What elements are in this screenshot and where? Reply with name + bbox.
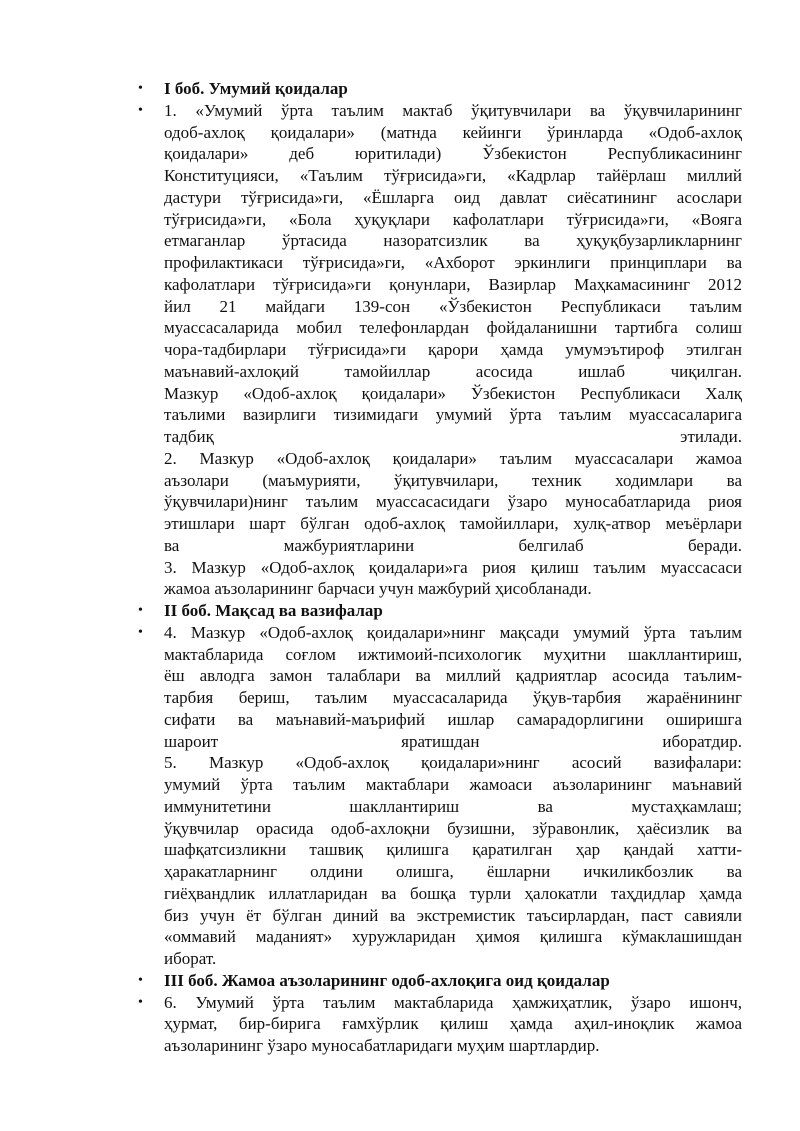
paragraph-line: ўқувчилари)нинг таълим муассасасидаги ўзаро муносабатларида риоя <box>164 492 742 512</box>
paragraph-line: иборат. <box>164 949 217 968</box>
section-heading: I боб. Умумий қоидалар <box>164 79 348 98</box>
paragraph-line: ва мажбуриятларини белгилаб беради. <box>164 535 742 555</box>
paragraph-item <box>138 622 742 970</box>
paragraph-line: жамоа аъзоларининг барчаси учун мажбурий ҳисобланади. <box>164 579 592 599</box>
paragraph-line: ҳаракатларнинг олдини олишга, ёшларни ичкиликбозлик ва <box>164 862 742 881</box>
paragraph-line: умумий ўрта таълим мактаблари жамоаси аъзоларининг маънавий <box>164 775 742 794</box>
bullet-icon: • <box>138 81 143 96</box>
paragraph-line: ҳурмат, бир-бирига ғамхўрлик қилиш ҳамда аҳил-иноқлик жамоа <box>164 1014 742 1034</box>
paragraph-line: 3. Мазкур «Одоб-ахлоқ қоидалари»га риоя қилиш таълим муассасаси <box>164 557 742 577</box>
paragraph-line: аъзоларининг ўзаро муносабатларидаги муҳим шартлардир. <box>164 1036 600 1055</box>
paragraph-item <box>138 992 742 1057</box>
bullet-icon: • <box>138 994 143 1010</box>
paragraph-item <box>138 100 742 600</box>
paragraph-line: иммунитетини шакллантириш ва мустаҳкамлаш; <box>164 796 742 816</box>
paragraph-line: шафқатсизликни ташвиқ қилишга қаратилган ҳар қандай хатти- <box>164 840 742 860</box>
paragraph-line: биз учун ёт бўлган диний ва экстремистик таъсирлардан, паст савияли <box>164 905 742 925</box>
paragraph-line: сифати ва маънавий-маърифий ишлар самарадорлигини оширишга <box>164 709 742 729</box>
paragraph-line: гиёҳвандлик иллатларидан ва бошқа турли ҳалокатли таҳдидлар ҳамда <box>164 883 742 903</box>
bullet-icon: • <box>138 603 143 618</box>
paragraph-line: маънавий-ахлоқий тамойиллар асосида ишлаб чиқилган. <box>164 361 742 381</box>
paragraph-line: ўқувчилар орасида одоб-ахлоқни бузишни, зўравонлик, ҳаёсизлик ва <box>164 818 742 838</box>
paragraph-line: 1. «Умумий ўрта таълим мактаб ўқитувчилари ва ўқувчиларининг <box>164 100 742 120</box>
paragraph-line: 2. Мазкур «Одоб-ахлоқ қоидалари» таълим муассасалари жамоа <box>164 448 742 468</box>
paragraph-line: «оммавий маданият» хуружларидан ҳимоя қилишга кўмаклашишдан <box>164 927 742 947</box>
paragraph-line: ёш авлодга замон талаблари ва миллий қадриятлар асосида таълим- <box>164 666 742 686</box>
paragraph-line: кафолатлари тўғрисида»ги қонунлари, Вазирлар Маҳкамасининг 2012 <box>164 274 742 294</box>
bullet-icon: • <box>138 102 143 118</box>
paragraph-line: муассасаларида мобил телефонлардан фойдаланишни тартибга солиш <box>164 318 742 338</box>
section-heading-item <box>138 970 742 992</box>
paragraph-line: шароит яратишдан иборатдир. <box>164 731 742 751</box>
bullet-icon: • <box>138 972 143 988</box>
paragraph-line: 6. Умумий ўрта таълим мактабларида ҳамжиҳатлик, ўзаро ишонч, <box>164 992 742 1012</box>
section-heading: II боб. Мақсад ва вазифалар <box>164 601 383 620</box>
paragraph-line: чора-тадбирлари тўғрисида»ги қарори ҳамда умумэътироф этилган <box>164 340 742 359</box>
section-heading-item <box>138 78 742 100</box>
section-heading-item <box>138 600 742 622</box>
section-heading: III боб. Жамоа аъзоларининг одоб-ахлоқига оид қоидалар <box>164 970 610 990</box>
paragraph-line: қоидалари» деб юритилади) Ўзбекистон Республикасининг <box>164 144 742 164</box>
paragraph-line: тадбиқ этилади. <box>164 427 742 446</box>
paragraph-line: 5. Мазкур «Одоб-ахлоқ қоидалари»нинг асосий вазифалари: <box>164 753 742 773</box>
paragraph-line: йил 21 майдаги 139-сон «Ўзбекистон Республикаси таълим <box>164 296 742 316</box>
paragraph-line: тўғрисида»ги, «Бола ҳуқуқлари кафолатлари тўғрисида»ги, «Вояга <box>164 209 742 229</box>
paragraph-line: таълими вазирлиги тизимидаги умумий ўрта таълим муассасаларига <box>164 405 742 425</box>
paragraph-line: Мазкур «Одоб-ахлоқ қоидалари» Ўзбекистон Республикаси Халқ <box>164 383 742 403</box>
paragraph-line: мактабларида соғлом ижтимоий-психологик муҳитни шакллантириш, <box>164 644 742 664</box>
paragraph-line: этишлари шарт бўлган одоб-ахлоқ тамойиллари, хулқ-атвор меъёрлари <box>164 514 742 533</box>
paragraph-line: профилактикаси тўғрисида»ги, «Ахборот эркинлиги принциплари ва <box>164 253 742 272</box>
document-list <box>138 78 742 1057</box>
paragraph-line: етмаганлар ўртасида назоратсизлик ва ҳуқуқбузарликларнинг <box>164 231 742 251</box>
paragraph-line: 4. Мазкур «Одоб-ахлоқ қоидалари»нинг мақсади умумий ўрта таълим <box>164 622 742 642</box>
paragraph-line: дастури тўғрисида»ги, «Ёшларга оид давлат сиёсатининг асослари <box>164 187 742 207</box>
paragraph-line: тарбия бериш, таълим муассасаларида ўқув-тарбия жараёнининг <box>164 688 742 707</box>
paragraph-line: аъзолари (маъмурияти, ўқитувчилари, техник ходимлари ва <box>164 470 742 490</box>
paragraph-line: одоб-ахлоқ қоидалари» (матнда кейинги ўринларда «Одоб-ахлоқ <box>164 122 742 142</box>
paragraph-line: Конституцияси, «Таълим тўғрисида»ги, «Кадрлар тайёрлаш миллий <box>164 166 742 185</box>
bullet-icon: • <box>138 624 143 640</box>
